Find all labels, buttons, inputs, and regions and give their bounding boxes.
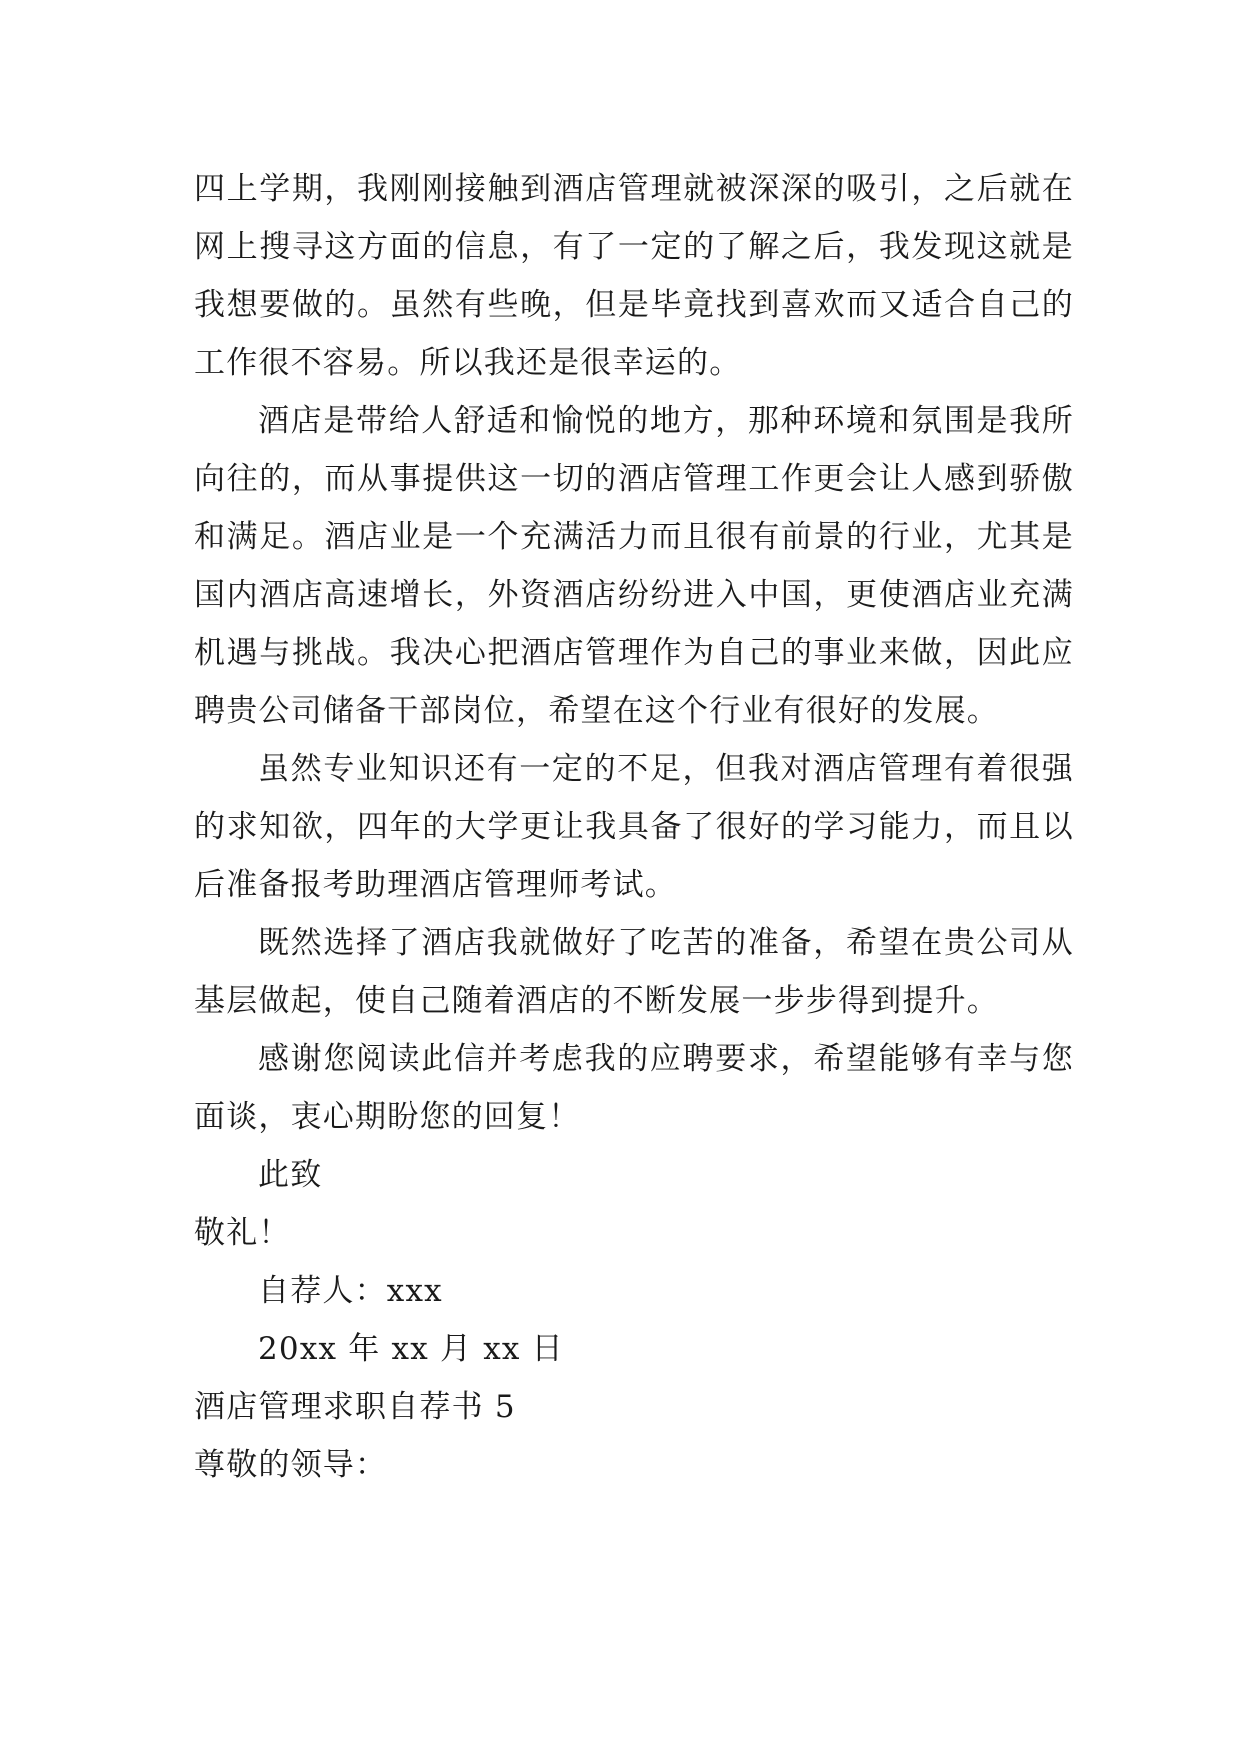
paragraph-knowledge: 虽然专业知识还有一定的不足，但我对酒店管理有着很强的求知欲，四年的大学更让我具备了很好的学习能力，而且以后准备报考助理酒店管理师考试。: [194, 751, 1074, 903]
next-section-greeting: 尊敬的领导：: [194, 1447, 388, 1483]
paragraph-commitment: 既然选择了酒店我就做好了吃苦的准备，希望在贵公司从基层做起，使自己随着酒店的不断发展一步步得到提升。: [194, 925, 1074, 1019]
salute-line: 敬礼！: [194, 1215, 291, 1251]
paragraph-hotel-aspiration: 酒店是带给人舒适和愉悦的地方，那种环境和氛围是我所向往的，而从事提供这一切的酒店管理工作更会让人感到骄傲和满足。酒店业是一个充满活力而且很有前景的行业，尤其是国内酒店高速增长，外资酒店纷纷进入中国，更使酒店业充满机遇与挑战。我决心把酒店管理作为自己的事业来做，因此应聘贵公司储备干部岗位，希望在这个行业有很好的发展。: [194, 403, 1074, 729]
closing-line: 此致: [258, 1157, 323, 1193]
paragraph-thanks: 感谢您阅读此信并考虑我的应聘要求，希望能够有幸与您面谈，衷心期盼您的回复！: [194, 1041, 1074, 1135]
date-line: 20xx 年 xx 月 xx 日: [258, 1331, 564, 1367]
letter-body: [194, 160, 1074, 1494]
paragraph-intro: 四上学期，我刚刚接触到酒店管理就被深深的吸引，之后就在网上搜寻这方面的信息，有了一定的了解之后，我发现这就是我想要做的。虽然有些晚，但是毕竟找到喜欢而又适合自己的工作很不容易。所以我还是很幸运的。: [194, 171, 1074, 381]
next-section-title: 酒店管理求职自荐书 5: [194, 1389, 516, 1425]
signature-line: 自荐人：xxx: [258, 1273, 443, 1309]
